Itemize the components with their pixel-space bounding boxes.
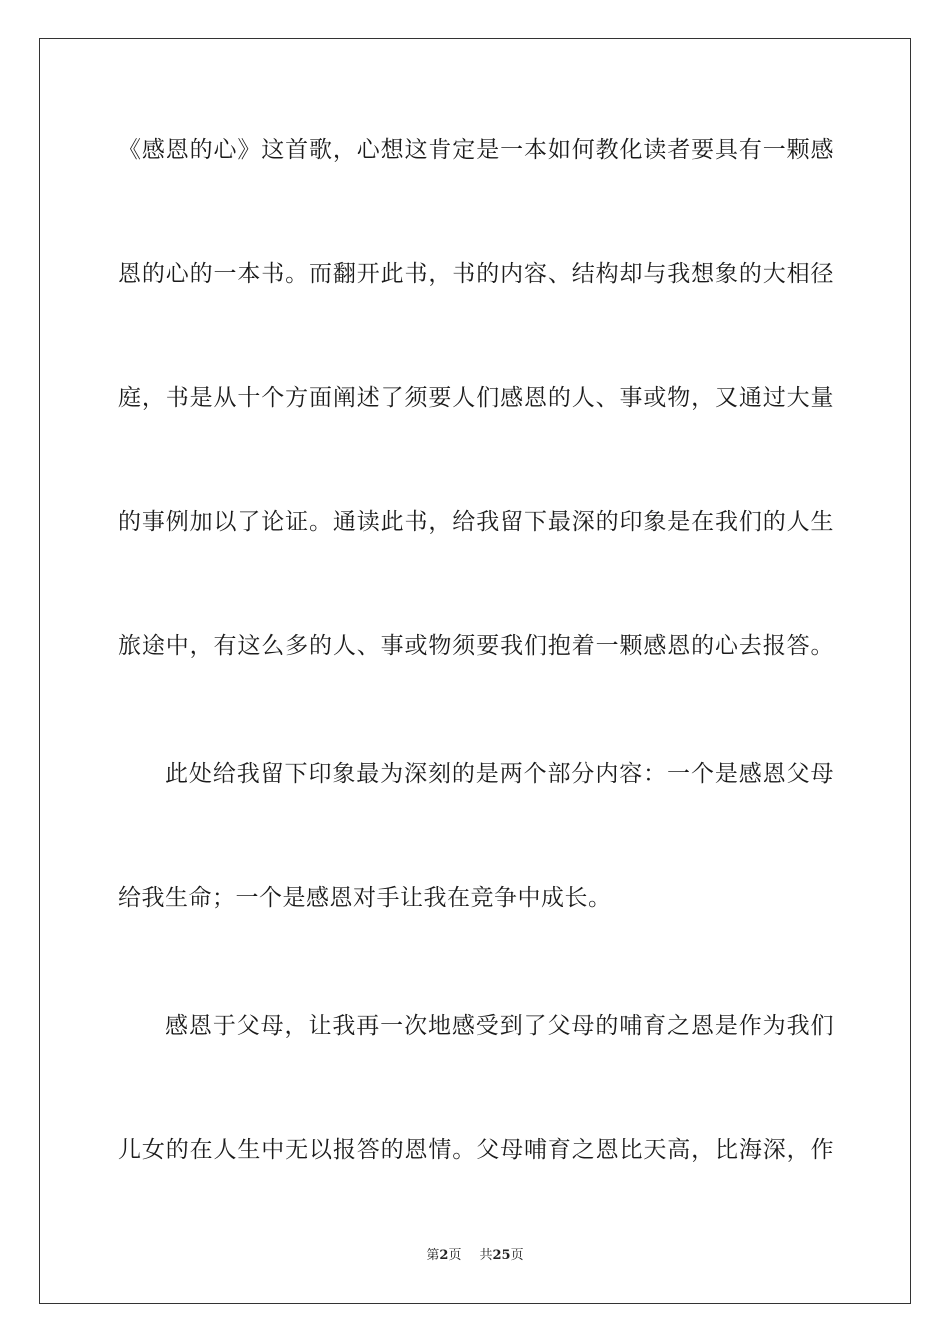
text-line-4: 的事例加以了论证。通读此书，给我留下最深的印象是在我们的人生 (118, 509, 834, 535)
page-label-suffix: 页 (448, 1248, 462, 1263)
text-line-1: 《感恩的心》这首歌，心想这肯定是一本如何教化读者要具有一颗感 (118, 137, 834, 163)
text-line-5: 旅途中，有这么多的人、事或物须要我们抱着一颗感恩的心去报答。 (118, 633, 834, 659)
text-line-8: 感恩于父母，让我再一次地感受到了父母的哺育之恩是作为我们 (165, 1013, 834, 1039)
total-page-number: 25 (492, 1248, 511, 1263)
page-label-prefix: 第 (426, 1248, 440, 1263)
page-footer (0, 1247, 950, 1265)
total-label-suffix: 页 (510, 1248, 524, 1263)
text-line-9: 儿女的在人生中无以报答的恩情。父母哺育之恩比天高，比海深，作 (118, 1137, 834, 1163)
text-line-7: 给我生命；一个是感恩对手让我在竞争中成长。 (118, 885, 612, 911)
total-label-prefix: 共 (479, 1248, 493, 1263)
text-line-6: 此处给我留下印象最为深刻的是两个部分内容：一个是感恩父母 (165, 761, 834, 787)
page-border (39, 38, 911, 1304)
text-line-3: 庭，书是从十个方面阐述了须要人们感恩的人、事或物，又通过大量 (118, 385, 834, 411)
text-line-2: 恩的心的一本书。而翻开此书，书的内容、结构却与我想象的大相径 (118, 261, 834, 287)
current-page-number: 2 (439, 1248, 449, 1263)
